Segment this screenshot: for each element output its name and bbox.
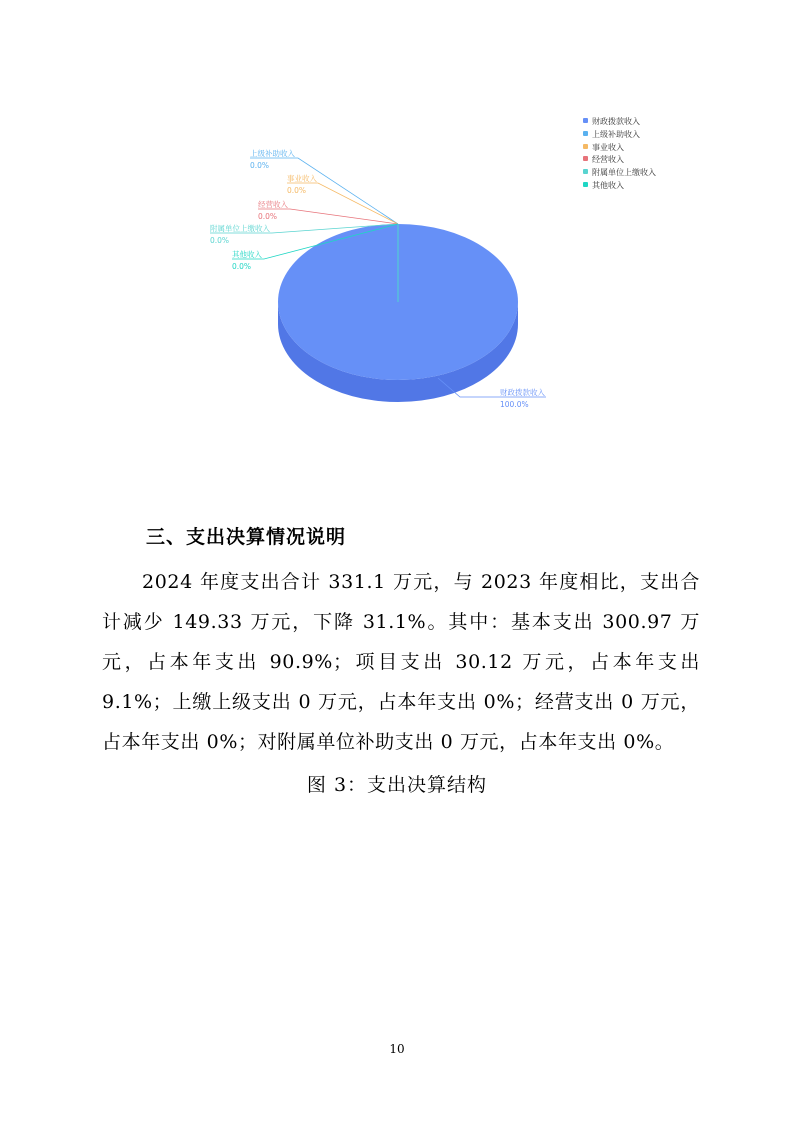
legend-swatch bbox=[583, 182, 588, 187]
legend-label: 财政拨款收入 bbox=[592, 117, 640, 126]
legend-label: 上级补助收入 bbox=[592, 129, 640, 139]
pie-chart bbox=[0, 0, 794, 460]
legend-label: 事业收入 bbox=[592, 142, 624, 152]
slice-label-1: 上级补助收入 bbox=[250, 149, 295, 158]
slice-label-2: 事业收入 bbox=[287, 174, 317, 183]
slice-percent-0: 100.0% bbox=[500, 400, 529, 409]
legend-swatch bbox=[583, 118, 588, 123]
chart-legend bbox=[583, 116, 656, 193]
slice-label-5: 其他收入 bbox=[232, 250, 262, 259]
section-heading: 三、支出决算情况说明 bbox=[146, 526, 347, 548]
slice-percent-5: 0.0% bbox=[232, 262, 252, 271]
legend-item bbox=[583, 142, 656, 155]
legend-swatch bbox=[583, 131, 588, 136]
leader-line-3 bbox=[258, 209, 398, 224]
legend-item bbox=[583, 154, 656, 167]
legend-label: 经营收入 bbox=[592, 155, 624, 165]
slice-percent-4: 0.0% bbox=[210, 236, 230, 245]
slice-label-0: 财政拨款收入 bbox=[500, 388, 545, 397]
legend-swatch bbox=[583, 144, 588, 149]
page-number: 10 bbox=[389, 1042, 405, 1056]
slice-percent-3: 0.0% bbox=[258, 212, 278, 221]
slice-label-4: 附属单位上缴收入 bbox=[210, 224, 270, 233]
legend-label: 其他收入 bbox=[592, 180, 624, 190]
figure-caption: 图 3：支出决算结构 bbox=[306, 774, 488, 796]
legend-label: 附属单位上缴收入 bbox=[592, 168, 656, 178]
slice-label-3: 经营收入 bbox=[258, 200, 288, 209]
legend-swatch bbox=[583, 169, 588, 174]
legend-item bbox=[583, 180, 656, 193]
legend-swatch bbox=[583, 156, 588, 161]
slice-percent-1: 0.0% bbox=[250, 161, 270, 170]
slice-percent-2: 0.0% bbox=[287, 186, 307, 195]
legend-item bbox=[583, 116, 656, 129]
legend-item bbox=[583, 167, 656, 180]
expenditure-paragraph: 2024 年度支出合计 331.1 万元，与 2023 年度相比，支出合计减少 149.33 万元，下降 31.1%。其中：基本支出 300.97 万元，占本年支出 90.9%；项目支出 30.12 万元，占本年支出 9.1%；上缴上级支出 0 万元，占本年支出 0%；经营支出 0 万元，占本年支出 0%；对附属单位补助支出 0 万元，占本年支出 0%。 bbox=[102, 571, 700, 753]
legend-item bbox=[583, 129, 656, 142]
